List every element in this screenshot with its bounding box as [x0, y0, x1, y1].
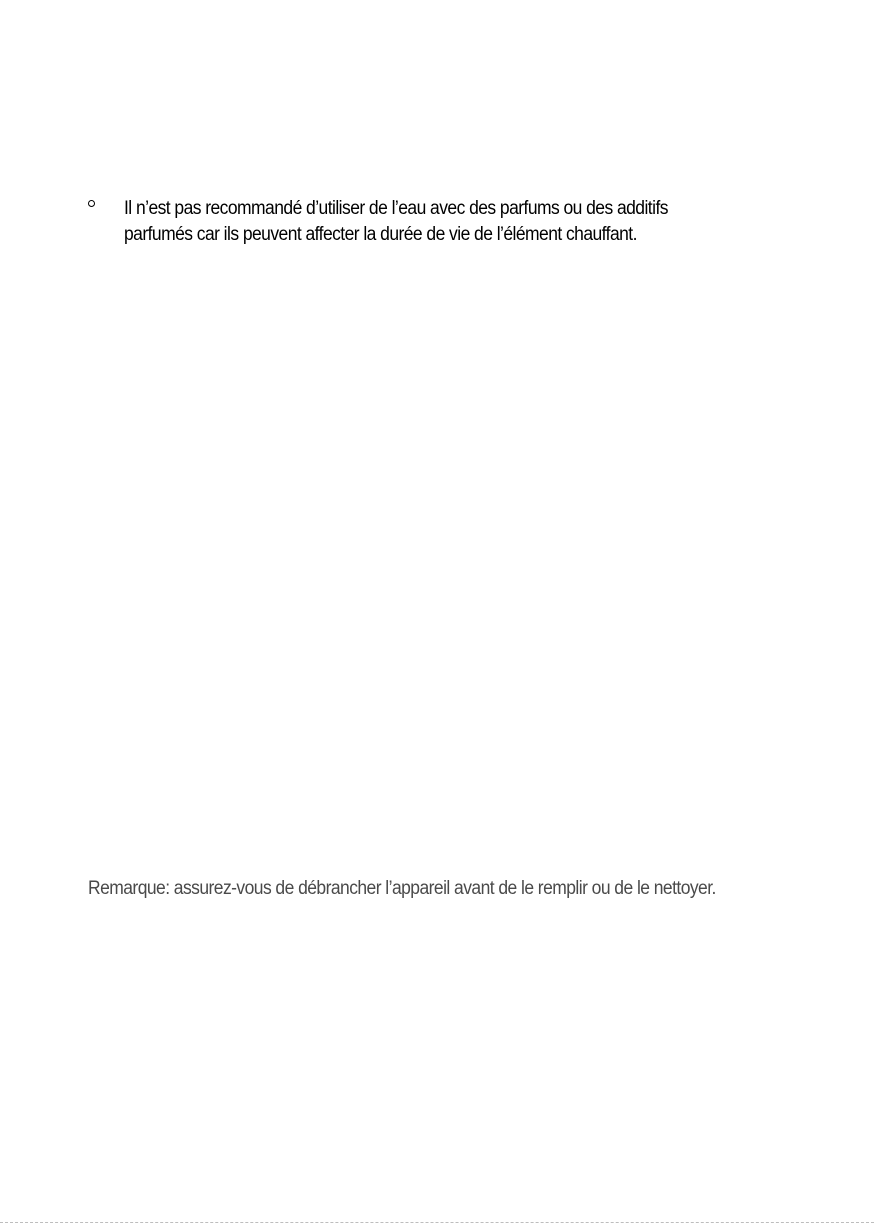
bullet-text-line-1: Il n’est pas recommandé d’utiliser de l’eau avec des parfums ou des additifs [124, 198, 668, 219]
bullet-text-line-2: parfumés car ils peuvent affecter la durée de vie de l’élément chauffant. [124, 224, 637, 245]
bullet-text [124, 196, 713, 248]
page-bottom-edge [0, 1222, 874, 1223]
note-paragraph: Remarque: assurez-vous de débrancher l’appareil avant de le remplir ou de le nettoyer. [88, 878, 716, 899]
hollow-circle-bullet-icon [88, 200, 95, 207]
